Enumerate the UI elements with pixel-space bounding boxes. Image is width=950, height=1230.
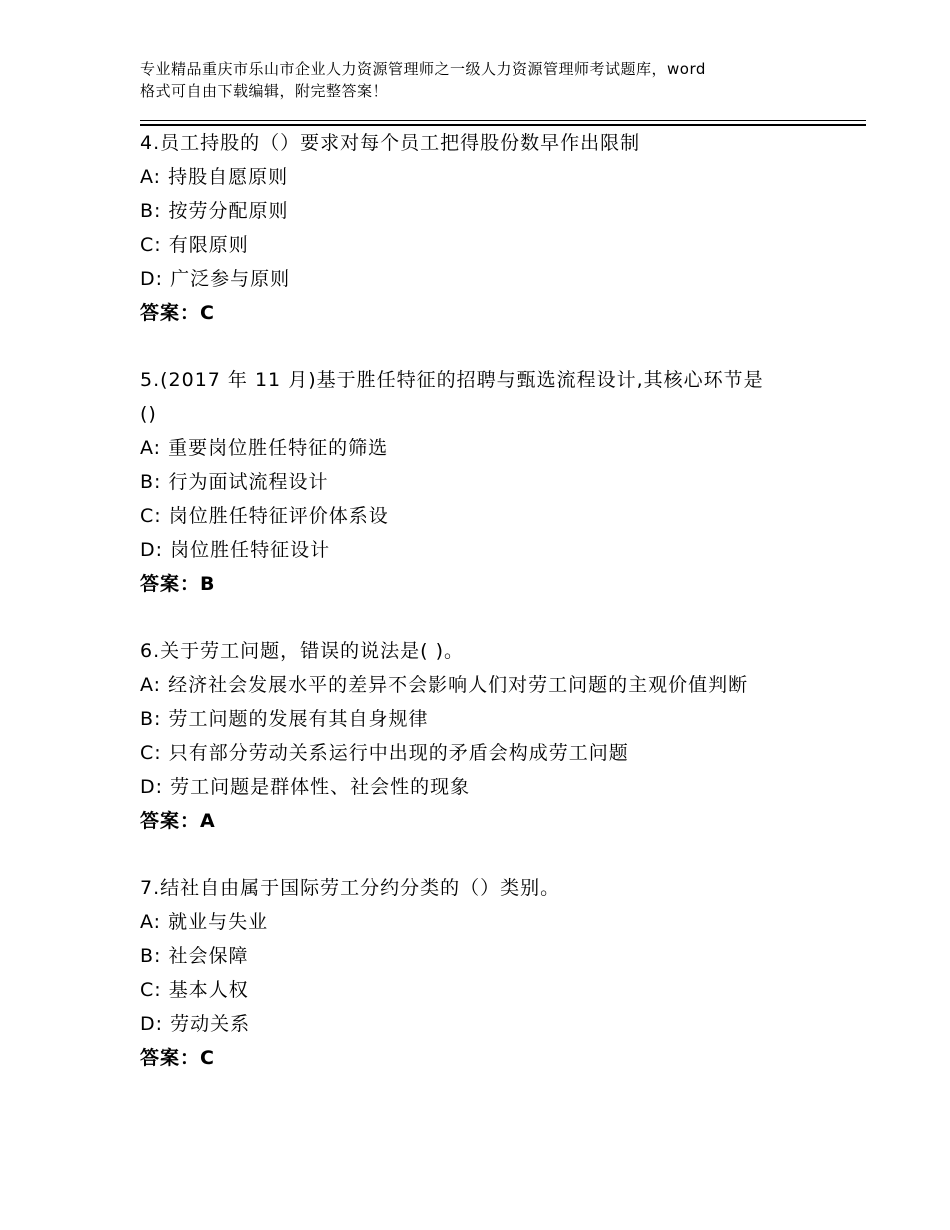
header-rule-thin <box>140 120 866 121</box>
question-list <box>140 126 840 1075</box>
option-c: C: 岗位胜任特征评价体系设 <box>140 505 389 527</box>
spacer <box>140 838 840 871</box>
question-stem: 6.关于劳工问题，错误的说法是( )。 <box>140 640 464 662</box>
header-line-2: 格式可自由下载编辑，附完整答案！ <box>140 82 389 100</box>
answer: 答案：C <box>140 1047 215 1069</box>
option-b: B: 劳工问题的发展有其自身规律 <box>140 708 429 730</box>
question-stem-cont: () <box>140 403 157 425</box>
option-a: A: 经济社会发展水平的差异不会影响人们对劳工问题的主观价值判断 <box>140 674 749 696</box>
option-c: C: 基本人权 <box>140 979 249 1001</box>
option-a: A: 重要岗位胜任特征的筛选 <box>140 437 389 459</box>
option-b: B: 按劳分配原则 <box>140 200 289 222</box>
spacer <box>140 601 840 634</box>
option-b: B: 社会保障 <box>140 945 249 967</box>
answer: 答案：A <box>140 810 216 832</box>
header-line-1: 专业精品重庆市乐山市企业人力资源管理师之一级人力资源管理师考试题库，word <box>140 60 706 78</box>
option-c: C: 有限原则 <box>140 234 249 256</box>
question-7 <box>140 871 840 1075</box>
option-d: D: 岗位胜任特征设计 <box>140 539 331 561</box>
question-6 <box>140 634 840 838</box>
question-stem: 5.(2017 年 11 月)基于胜任特征的招聘与甄选流程设计,其核心环节是 <box>140 369 764 391</box>
option-d: D: 劳动关系 <box>140 1013 251 1035</box>
question-stem: 7.结社自由属于国际劳工分约分类的（）类别。 <box>140 877 561 899</box>
answer: 答案：B <box>140 573 216 595</box>
option-a: A: 就业与失业 <box>140 911 269 933</box>
option-d: D: 劳工问题是群体性、社会性的现象 <box>140 776 471 798</box>
option-b: B: 行为面试流程设计 <box>140 471 329 493</box>
option-a: A: 持股自愿原则 <box>140 166 289 188</box>
question-5 <box>140 363 840 601</box>
option-c: C: 只有部分劳动关系运行中出现的矛盾会构成劳工问题 <box>140 742 629 764</box>
answer: 答案：C <box>140 302 215 324</box>
question-4 <box>140 126 840 330</box>
option-d: D: 广泛参与原则 <box>140 268 291 290</box>
question-stem: 4.员工持股的（）要求对每个员工把得股份数早作出限制 <box>140 132 641 154</box>
spacer <box>140 330 840 363</box>
document-header <box>140 58 830 102</box>
